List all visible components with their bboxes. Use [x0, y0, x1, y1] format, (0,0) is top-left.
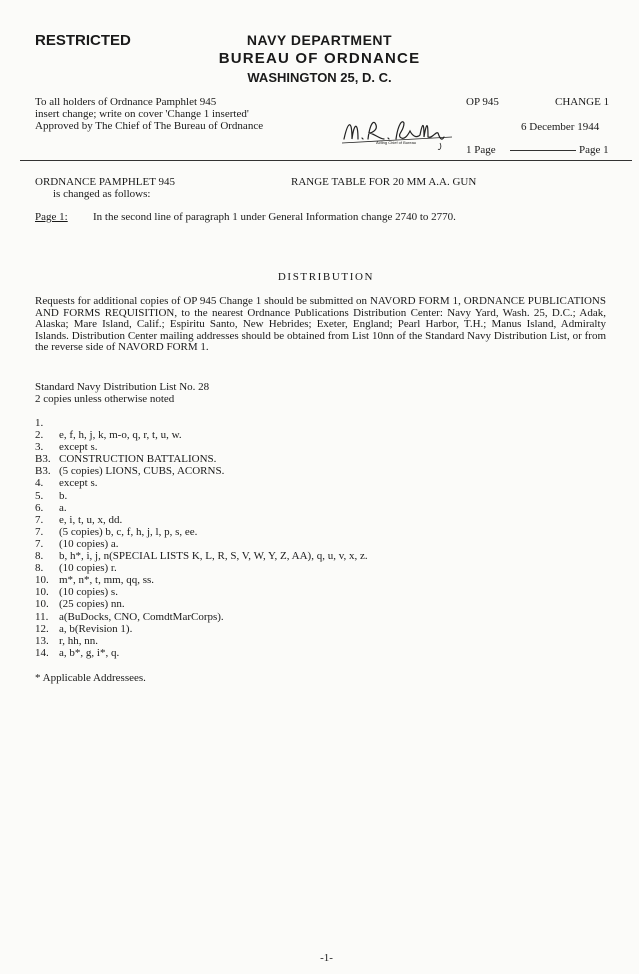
instruction-line-3: Approved by The Chief of The Bureau of Ordnance [35, 120, 264, 132]
list-item-number: 6. [35, 501, 44, 514]
instruction-line-2: insert change; write on cover 'Change 1 inserted' [35, 108, 249, 120]
list-item [35, 586, 368, 598]
list-item-text: (5 copies) LIONS, CUBS, ACORNS. [59, 465, 225, 478]
list-item-number: 11. [35, 610, 49, 623]
change-number: CHANGE 1 [555, 96, 610, 108]
list-item-text: except s. [59, 477, 98, 490]
list-item-number: 14. [35, 646, 49, 659]
list-item-text: CONSTRUCTION BATTALIONS. [59, 453, 217, 466]
list-item [35, 598, 368, 610]
list-item-number: B3. [35, 453, 51, 466]
list-item-number: 8. [35, 550, 44, 563]
distribution-list-title: Standard Navy Distribution List No. 28 [35, 381, 210, 393]
classification-label: RESTRICTED [35, 32, 131, 49]
change-page-label: Page 1: [35, 211, 68, 223]
list-item-text: (10 copies) r. [59, 562, 117, 575]
header-divider [20, 160, 632, 161]
list-item [35, 635, 368, 647]
page-reference: Page 1 [579, 144, 609, 156]
distribution-list [35, 417, 368, 659]
list-item-number: 7. [35, 513, 44, 526]
change-entry-text: In the second line of paragraph 1 under General Information change 2740 to 2770. [93, 211, 456, 223]
page-ref-rule [510, 150, 576, 151]
list-item [35, 550, 368, 562]
pamphlet-changed-note: is changed as follows: [53, 188, 151, 200]
list-item [35, 526, 368, 538]
op-number: OP 945 [466, 96, 499, 108]
list-item-number: 12. [35, 622, 49, 635]
list-item-text: a(BuDocks, CNO, ComdtMarCorps). [59, 610, 224, 623]
list-item-text: a. [59, 501, 67, 514]
list-item-number: 2. [35, 429, 44, 442]
list-item-text: e, i, t, u, x, dd. [59, 513, 123, 526]
list-item [35, 562, 368, 574]
list-item-number: 10. [35, 586, 49, 599]
instruction-line-1: To all holders of Ordnance Pamphlet 945 [35, 96, 217, 108]
list-item-text: (10 copies) s. [59, 586, 118, 599]
list-item-number: 10. [35, 598, 49, 611]
list-item-number: 7. [35, 525, 44, 538]
list-item-text: a, b(Revision 1). [59, 622, 133, 635]
bureau-name: BUREAU OF ORDNANCE [218, 50, 421, 67]
page-number: -1- [320, 952, 333, 964]
list-item-number: 1. [35, 417, 44, 429]
list-item [35, 477, 368, 489]
list-item [35, 453, 368, 465]
list-item-number: 7. [35, 537, 44, 550]
department-name: NAVY DEPARTMENT [246, 32, 393, 48]
list-item [35, 441, 368, 453]
list-item [35, 611, 368, 623]
change-date: 6 December 1944 [521, 121, 600, 133]
signature-title: Acting Chief of Bureau [376, 140, 417, 145]
list-item-text: a, b*, g, i*, q. [59, 646, 120, 659]
list-item-number: 4. [35, 477, 44, 490]
distribution-paragraph: Requests for additional copies of OP 945 Change 1 should be submitted on NAVORD FORM 1, ORDNANCE PUBLICATIONS AND FORMS REQUISITION, to the nearest Ordnance Publications Distribution Center: Navy Yard, Wash. 25, D.C.; Adak, Alaska; Mare Island, Calif.; Espiritu Santo, New Hebrides; Exeter, England; Pearl Harbor, T.H.; Manus Island, Admiralty Islands. Distribution Center mailing addresses should be obtained from List 10nn of the Standard Navy Distribution List, or from the reverse side of NAVORD FORM 1. [35, 295, 606, 353]
list-item [35, 429, 368, 441]
list-item [35, 574, 368, 586]
list-item-text: (25 copies) nn. [59, 598, 125, 611]
list-item [35, 465, 368, 477]
list-item-number: 8. [35, 562, 44, 575]
list-item-number: 3. [35, 441, 44, 454]
list-item [35, 502, 368, 514]
list-item [35, 514, 368, 526]
signature [340, 111, 456, 151]
list-item-text: (10 copies) a. [59, 537, 119, 550]
list-item [35, 647, 368, 659]
pamphlet-reference: ORDNANCE PAMPHLET 945 [35, 176, 175, 188]
list-item-text: r, hh, nn. [59, 634, 98, 647]
list-item-text: e, f, h, j, k, m-o, q, r, t, u, w. [59, 429, 182, 442]
distribution-heading: DISTRIBUTION [277, 271, 375, 283]
list-item [35, 623, 368, 635]
list-item-text: (5 copies) b, c, f, h, j, l, p, s, ee. [59, 525, 198, 538]
list-item [35, 417, 368, 429]
list-item-number: 13. [35, 634, 49, 647]
list-item-text: b, h*, i, j, n(SPECIAL LISTS K, L, R, S, V, W, Y, Z, AA), q, u, v, x, z. [59, 550, 368, 563]
list-item-text: m*, n*, t, mm, qq, ss. [59, 574, 155, 587]
document-title: RANGE TABLE FOR 20 MM A.A. GUN [291, 176, 477, 188]
list-item-number: 5. [35, 489, 44, 502]
list-item-number: 10. [35, 574, 49, 587]
list-item-number: B3. [35, 465, 51, 478]
list-item [35, 490, 368, 502]
footnote: * Applicable Addressees. [35, 672, 146, 684]
bureau-location: WASHINGTON 25, D. C. [247, 70, 392, 85]
page-count: 1 Page [466, 144, 496, 156]
distribution-list-note: 2 copies unless otherwise noted [35, 393, 175, 405]
list-item-text: except s. [59, 441, 98, 454]
list-item-text: b. [59, 489, 68, 502]
list-item [35, 538, 368, 550]
